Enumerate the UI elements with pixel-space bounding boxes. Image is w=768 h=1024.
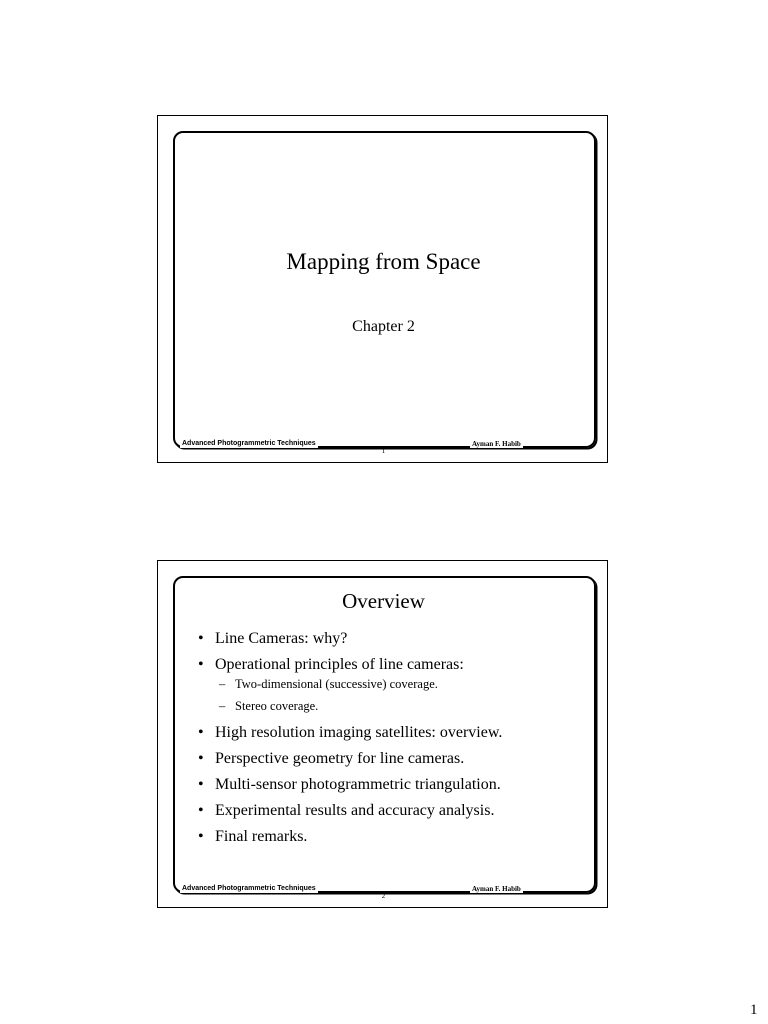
bullet-item: • Experimental results and accuracy analysis. [196, 801, 502, 820]
slide-title: Overview [342, 589, 425, 613]
bullet-item: • Perspective geometry for line cameras. [196, 749, 502, 768]
footer-course-title: Advanced Photogrammetric Techniques [182, 885, 316, 892]
bullet-item: • Final remarks. [196, 827, 502, 846]
sub-bullet-item: – Two-dimensional (successive) coverage. [196, 677, 502, 692]
footer-author: Ayman F. Habib [472, 885, 521, 893]
sheet-page-number: 1 [750, 1002, 758, 1018]
footer-course-title: Advanced Photogrammetric Techniques [182, 440, 316, 447]
slide-2 [157, 560, 608, 908]
slide-subtitle: Chapter 2 [352, 318, 415, 335]
slide-title: Mapping from Space [286, 249, 481, 274]
bullet-item: • Operational principles of line cameras: [196, 655, 502, 674]
slide-number: 2 [381, 892, 386, 900]
bullet-item: • High resolution imaging satellites: overview. [196, 723, 502, 742]
slide-number: 1 [381, 447, 386, 455]
slide-1 [157, 115, 608, 463]
bullet-item: • Multi-sensor photogrammetric triangulation. [196, 775, 502, 794]
bullet-item: • Line Cameras: why? [196, 629, 502, 648]
bullet-list [196, 629, 502, 853]
footer-author: Ayman F. Habib [472, 440, 521, 448]
slide-frame [173, 131, 596, 448]
sub-bullet-item: – Stereo coverage. [196, 699, 502, 714]
